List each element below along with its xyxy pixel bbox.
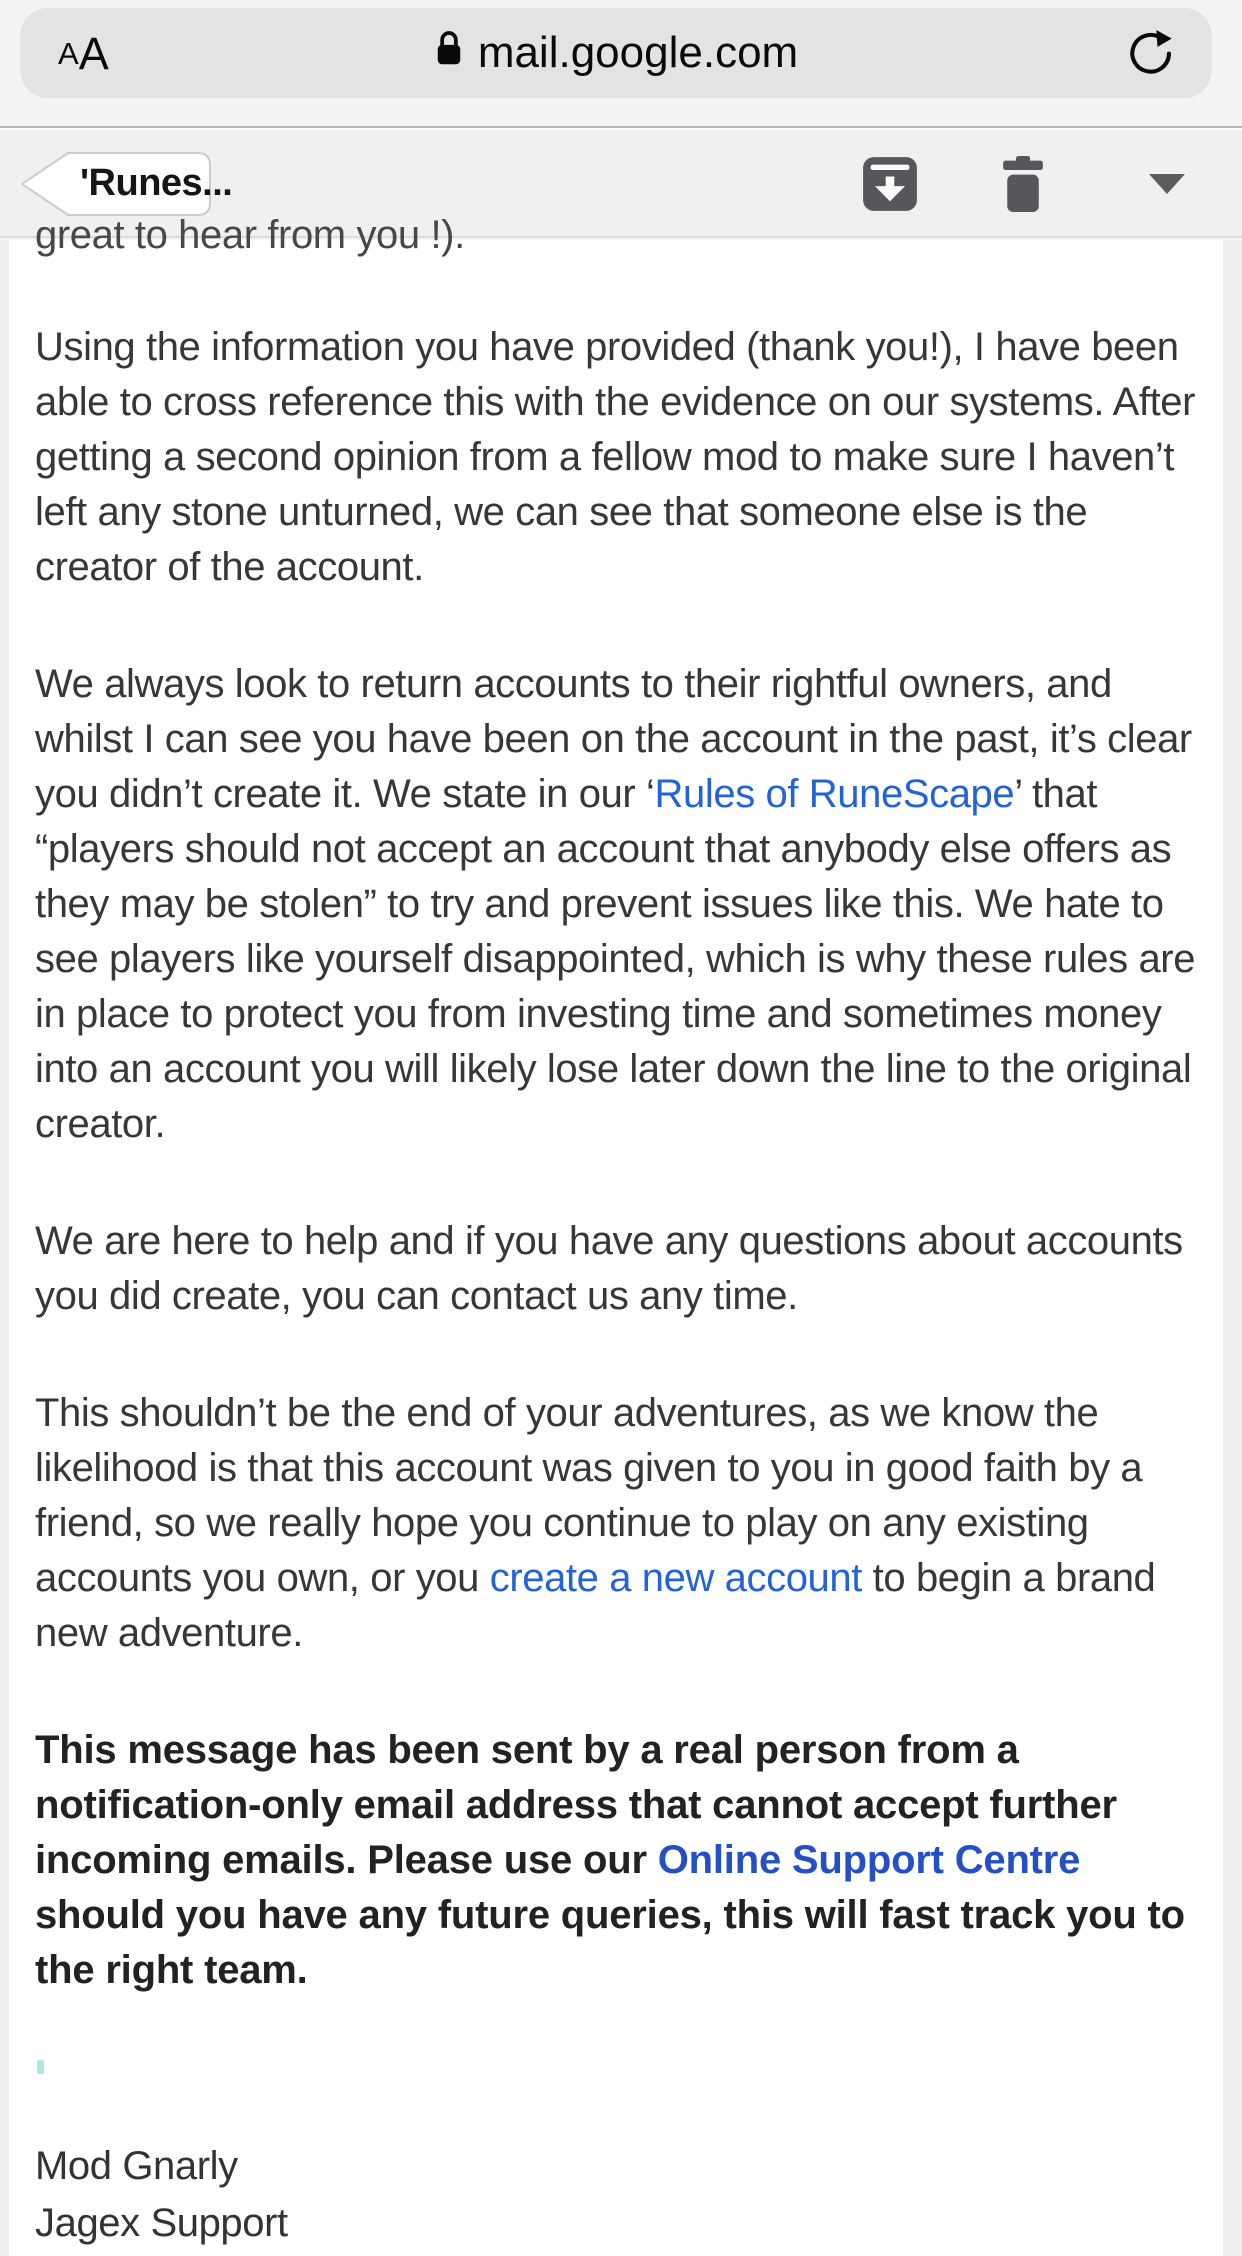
archive-icon [862, 156, 918, 212]
page-margin-right [1223, 240, 1242, 2256]
paragraph-new-adventure: This shouldn’t be the end of your adventures, as we know the likelihood is that this account was given to you in good faith by a friend, so we really hope you continue to play on any existing accounts you own, or you create a new account to begin a brand new adventure. [35, 1391, 1156, 1655]
signature-name: Mod Gnarly [35, 2144, 238, 2188]
signature-org: Jagex Support [35, 2201, 288, 2245]
email-body [9, 213, 1223, 2252]
url-text-group [20, 8, 1212, 98]
paragraph-here-to-help: We are here to help and if you have any questions about accounts you did create, you can contact us any time. [35, 1219, 1183, 1318]
paragraph-notification-notice: This message has been sent by a real person from a notification-only email address that cannot accept further incoming emails. Please use our Online Support Centre should you have any future queries, this will fast track you to the right team. [35, 1728, 1185, 1992]
rules-of-runescape-link[interactable]: Rules of RuneScape [654, 772, 1015, 816]
more-actions-button[interactable] [1134, 130, 1200, 238]
reader-a-small: A [58, 35, 79, 71]
safari-address-bar [0, 0, 1242, 128]
back-button-label: 'Runes... [80, 161, 233, 204]
url-field[interactable] [20, 8, 1212, 98]
reload-icon[interactable] [1120, 22, 1182, 84]
trash-icon [1003, 156, 1043, 212]
page-margin-left [0, 240, 9, 2256]
chevron-down-icon [1149, 174, 1185, 194]
paragraph-evidence: Using the information you have provided (thank you!), I have been able to cross reference this with the evidence on our systems. After getting a second opinion from a fellow mod to make sure I haven’t left any stone unturned, we can see that someone else is the creator of the account. [35, 325, 1196, 589]
email-content-area [0, 213, 1242, 2256]
paragraph-rules: We always look to return accounts to their rightful owners, and whilst I can see you have been on the account in the past, it’s clear you didn’t create it. We state in our ‘Rules of RuneScape’ that “players should not accept an account that anybody else offers as they may be stolen” to try and prevent issues like this. We hate to see players like yourself disappointed, which is why these rules are in place to protect you from investing time and sometimes money into an account you will likely lose later down the line to the original creator. [35, 662, 1196, 1146]
online-support-centre-link[interactable]: Online Support Centre [657, 1838, 1081, 1882]
create-new-account-link[interactable]: create a new account [489, 1556, 862, 1600]
lock-icon [434, 27, 464, 80]
reader-a-big: A [78, 27, 109, 79]
archive-button[interactable] [852, 130, 928, 238]
delete-button[interactable] [990, 130, 1056, 238]
tiny-image-placeholder [37, 2060, 44, 2074]
clipped-text-line: great to hear from you !). [35, 213, 465, 257]
url-text: mail.google.com [477, 28, 799, 77]
